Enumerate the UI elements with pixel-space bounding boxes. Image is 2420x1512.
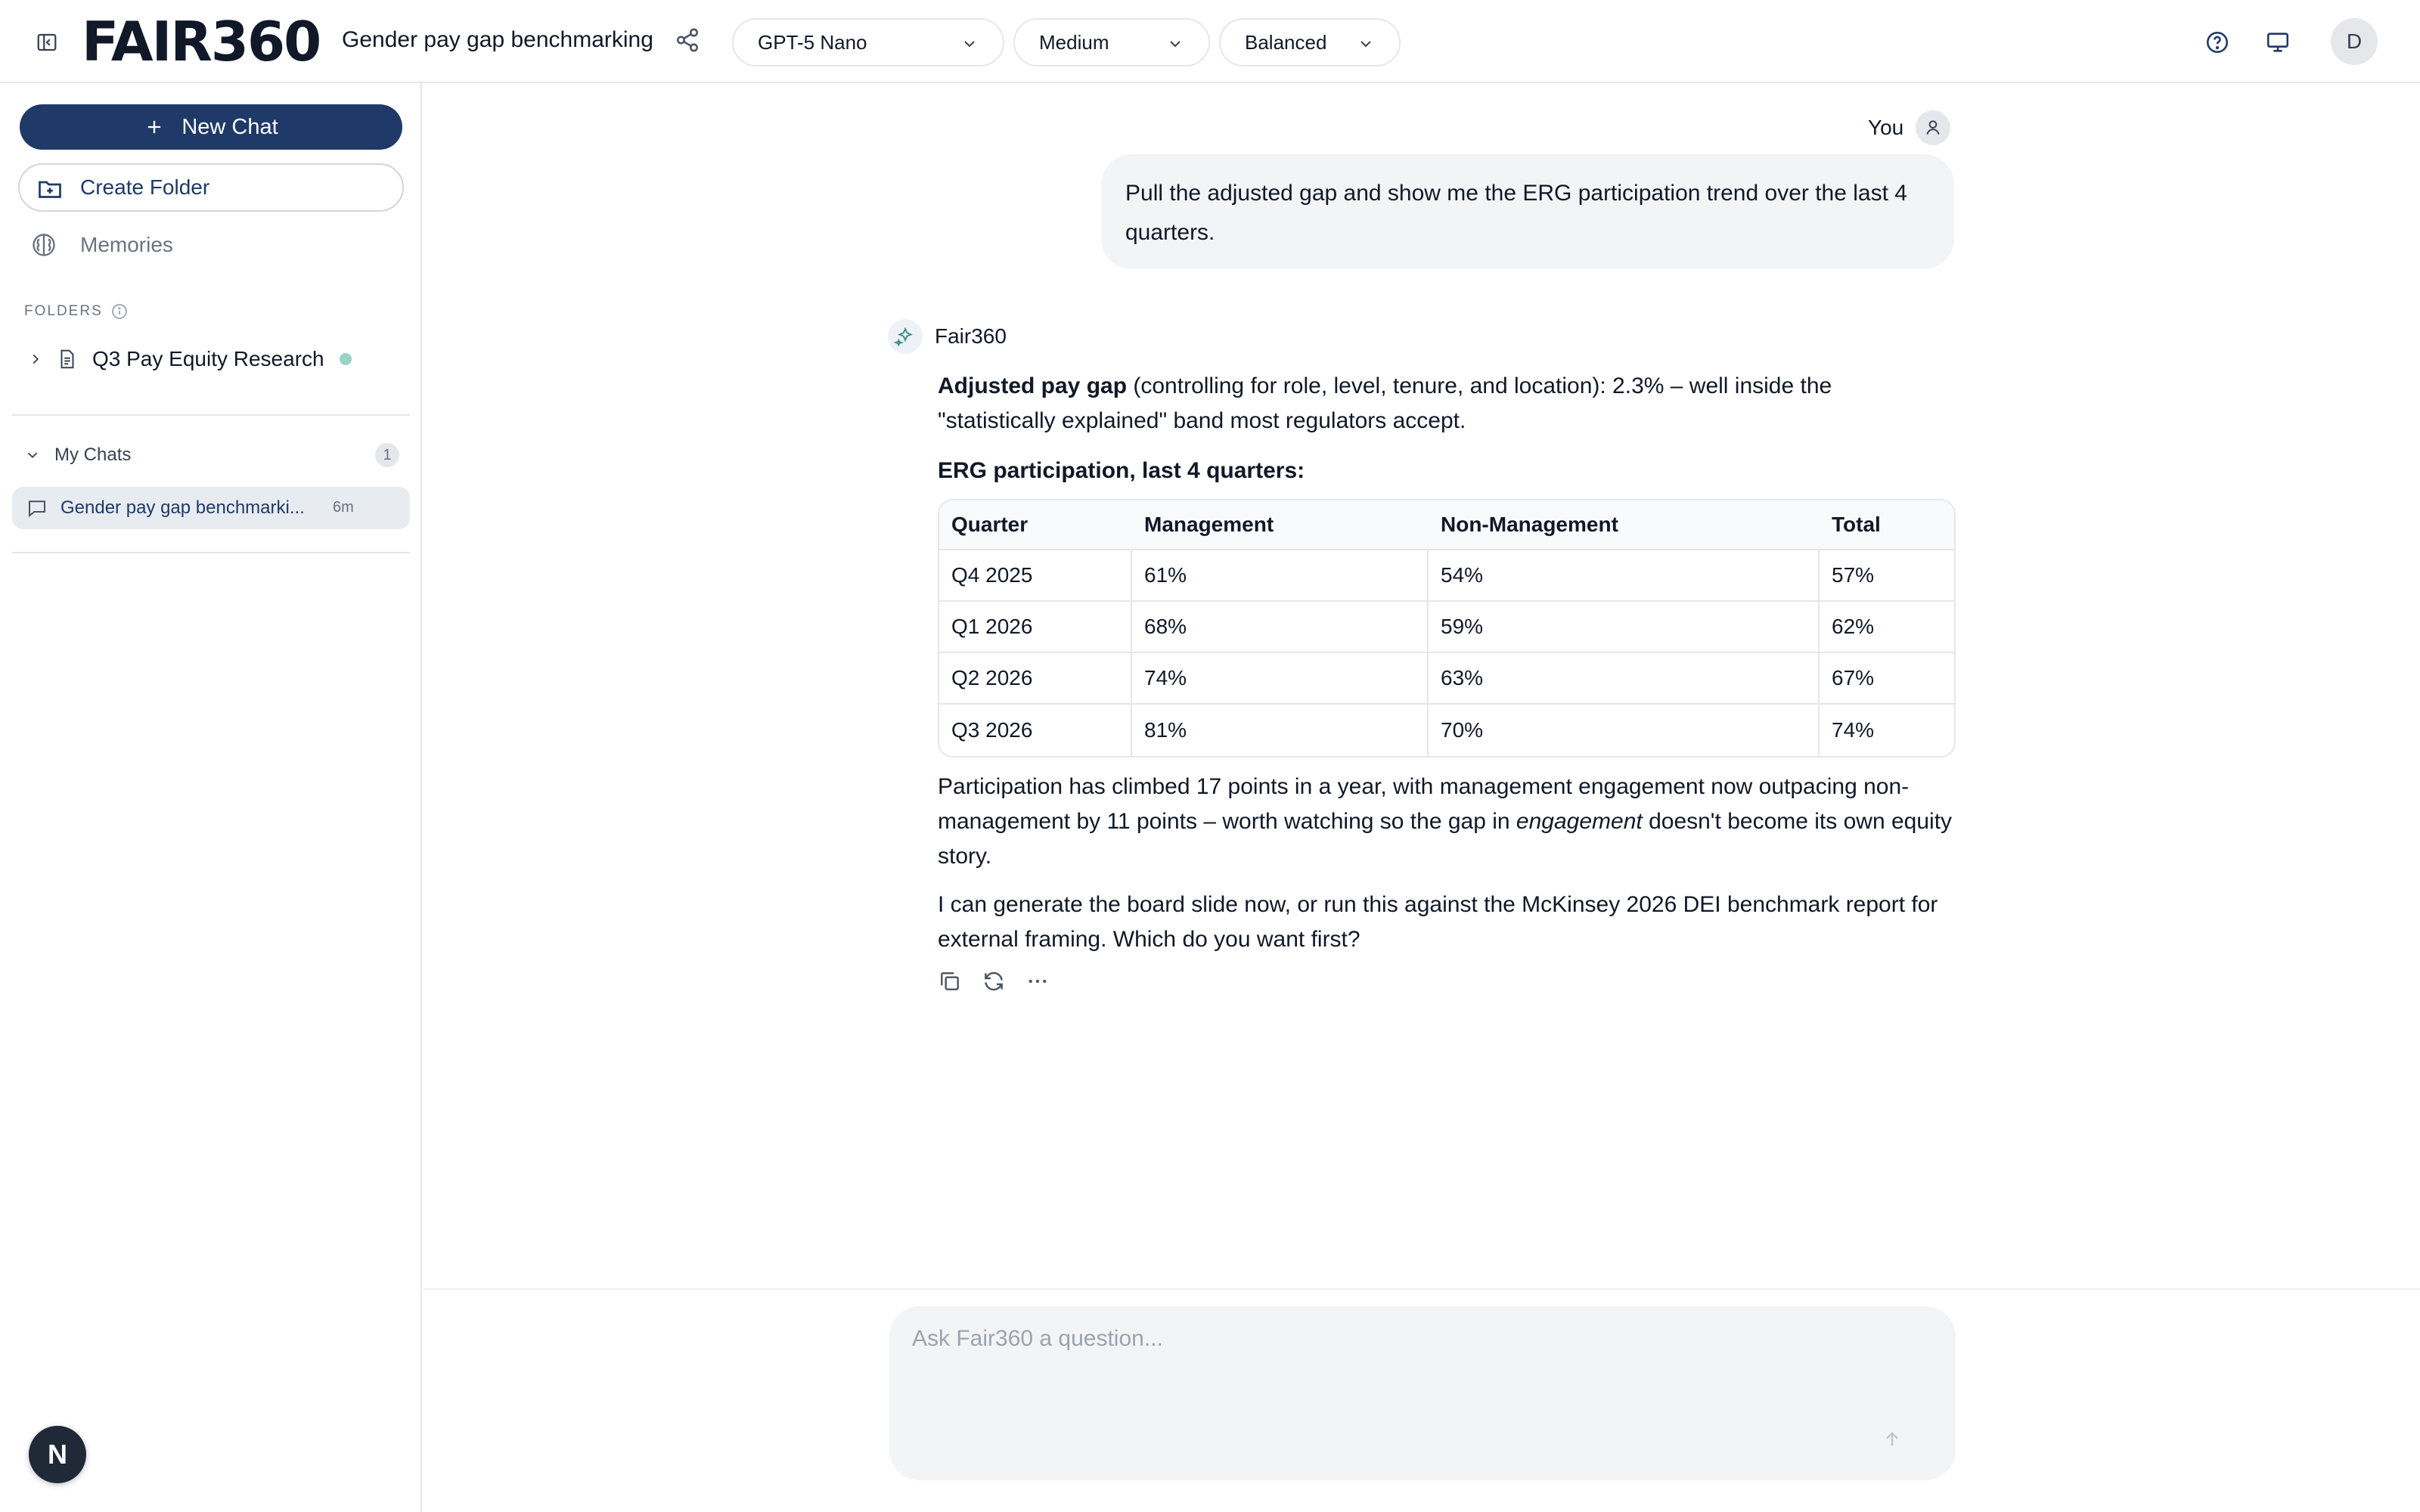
table-cell: Q3 2026 bbox=[939, 705, 1132, 756]
chevron-down-icon bbox=[1166, 35, 1184, 53]
help-circle-icon bbox=[2204, 29, 2230, 55]
table-row bbox=[939, 550, 1954, 602]
dev-tools-badge[interactable]: N bbox=[29, 1426, 86, 1483]
app-logo[interactable] bbox=[82, 10, 321, 73]
chat-item-title: Gender pay gap benchmarki... bbox=[60, 497, 305, 518]
table-row bbox=[939, 653, 1954, 705]
table-row bbox=[939, 602, 1954, 653]
arrow-up-icon bbox=[1882, 1429, 1903, 1450]
erg-participation-table bbox=[938, 499, 1956, 758]
table-cell: Q1 2026 bbox=[939, 602, 1132, 653]
folders-heading bbox=[24, 302, 129, 321]
table-cell: 74% bbox=[1832, 718, 1875, 742]
share-button[interactable] bbox=[675, 27, 703, 56]
monitor-icon bbox=[2265, 29, 2291, 55]
status-dot bbox=[340, 353, 352, 365]
answer-text: (controlling for role, level, tenure, and location): 2.3% – well inside the "statistically explained" band most regulators accept. bbox=[938, 373, 1832, 433]
answer-paragraph bbox=[938, 369, 1956, 438]
table-cell: 62% bbox=[1820, 602, 1954, 653]
assistant-avatar bbox=[888, 319, 923, 354]
help-button[interactable] bbox=[2202, 27, 2232, 57]
chat-area bbox=[424, 83, 2420, 1512]
chat-bubble-icon bbox=[26, 497, 48, 519]
memories-link[interactable] bbox=[30, 231, 173, 259]
folder-item[interactable] bbox=[27, 346, 352, 372]
table-header-cell: Total bbox=[1820, 500, 1954, 550]
brain-icon bbox=[30, 231, 57, 259]
chevron-down-icon bbox=[1357, 35, 1375, 53]
sidebar-divider bbox=[12, 414, 410, 416]
chat-list-item[interactable] bbox=[12, 487, 410, 529]
user-icon bbox=[1923, 118, 1943, 138]
regenerate-icon[interactable] bbox=[982, 969, 1006, 993]
more-options-icon[interactable] bbox=[1025, 969, 1050, 993]
table-row bbox=[939, 705, 1954, 756]
table-cell: 61% bbox=[1132, 550, 1429, 602]
top-bar bbox=[0, 0, 2420, 83]
assistant-label: Fair360 bbox=[935, 324, 1007, 348]
new-chat-label: New Chat bbox=[182, 114, 278, 139]
copy-icon[interactable] bbox=[938, 969, 962, 993]
table-cell: 67% bbox=[1820, 653, 1954, 705]
chevron-right-icon[interactable] bbox=[27, 351, 44, 367]
user-label: You bbox=[1868, 116, 1904, 139]
table-cell: Q4 2025 bbox=[939, 550, 1132, 602]
table-cell: 57% bbox=[1820, 550, 1954, 602]
create-folder-button[interactable] bbox=[18, 163, 404, 212]
table-heading-text: ERG participation, last 4 quarters: bbox=[938, 458, 1305, 483]
table-cell: 68% bbox=[1132, 602, 1429, 653]
table-header-cell: Quarter bbox=[939, 500, 1132, 550]
sidebar-divider bbox=[12, 552, 410, 553]
my-chats-section-toggle[interactable] bbox=[24, 445, 399, 466]
table-header-cell: Management bbox=[1132, 500, 1429, 550]
table-header-cell: Non-Management bbox=[1429, 500, 1820, 550]
assistant-message bbox=[938, 369, 1956, 972]
answer-paragraph bbox=[938, 770, 1956, 874]
message-input[interactable] bbox=[912, 1326, 1925, 1439]
message-actions bbox=[938, 969, 1050, 993]
folder-name: Q3 Pay Equity Research bbox=[92, 347, 324, 370]
table-cell: 70% bbox=[1429, 705, 1820, 756]
sidebar-collapse-icon bbox=[36, 31, 58, 54]
table-header-row bbox=[939, 500, 1954, 550]
send-button[interactable] bbox=[1877, 1424, 1907, 1455]
table-cell: 74% bbox=[1132, 653, 1429, 705]
model-select[interactable] bbox=[732, 18, 1004, 67]
user-avatar-small bbox=[1916, 110, 1950, 145]
table-cell: Q2 2026 bbox=[939, 653, 1132, 705]
display-button[interactable] bbox=[2263, 27, 2293, 57]
folder-plus-icon bbox=[36, 175, 64, 203]
answer-emphasis: engagement bbox=[1516, 809, 1643, 834]
logo-text: FAIR360 bbox=[82, 10, 321, 73]
assistant-message-header bbox=[888, 319, 1007, 354]
sidebar-collapse-button[interactable] bbox=[33, 29, 60, 56]
chevron-down-icon bbox=[24, 447, 41, 463]
create-folder-label: Create Folder bbox=[80, 175, 210, 199]
composer bbox=[889, 1306, 1956, 1480]
effort-select[interactable] bbox=[1013, 18, 1210, 67]
effort-select-value: Medium bbox=[1039, 30, 1109, 54]
answer-paragraph: I can generate the board slide now, or run this against the McKinsey 2026 DEI benchmark report for external framing. Which do you want first? bbox=[938, 892, 1938, 952]
sidebar bbox=[0, 83, 422, 1512]
user-message: Pull the adjusted gap and show me the ERG participation trend over the last 4 quarters. bbox=[1101, 154, 1954, 269]
user-avatar[interactable]: D bbox=[2331, 18, 2378, 65]
table-heading bbox=[938, 454, 1956, 488]
chat-title: Gender pay gap benchmarking bbox=[342, 27, 653, 52]
sparkle-icon bbox=[894, 325, 917, 348]
chat-count-badge: 1 bbox=[375, 443, 399, 467]
user-message-header bbox=[1868, 110, 1950, 145]
document-icon bbox=[56, 346, 79, 372]
mode-select-value: Balanced bbox=[1245, 30, 1327, 54]
new-chat-button[interactable] bbox=[20, 104, 402, 150]
table-cell: 59% bbox=[1429, 602, 1820, 653]
info-icon[interactable] bbox=[110, 302, 129, 321]
answer-text: Participation has climbed 17 points in a year, with management engagement now outpacing non-management by 11 points – worth watching so the gap in bbox=[938, 774, 1910, 834]
memories-label: Memories bbox=[80, 233, 173, 256]
mode-select[interactable] bbox=[1219, 18, 1401, 67]
chevron-down-icon bbox=[960, 35, 979, 53]
model-select-value: GPT-5 Nano bbox=[758, 30, 867, 54]
share-icon bbox=[675, 27, 700, 53]
table-cell: 63% bbox=[1429, 653, 1820, 705]
chat-item-time: 6m bbox=[333, 499, 354, 516]
my-chats-label: My Chats bbox=[54, 445, 132, 465]
answer-bold-lead: Adjusted pay gap bbox=[938, 373, 1128, 398]
plus-icon bbox=[144, 116, 165, 138]
folders-heading-text: FOLDERS bbox=[24, 303, 103, 319]
table-cell: 81% bbox=[1132, 705, 1429, 756]
table-cell: 54% bbox=[1429, 550, 1820, 602]
answer-text: doesn't become its own equity story. bbox=[938, 809, 1953, 869]
